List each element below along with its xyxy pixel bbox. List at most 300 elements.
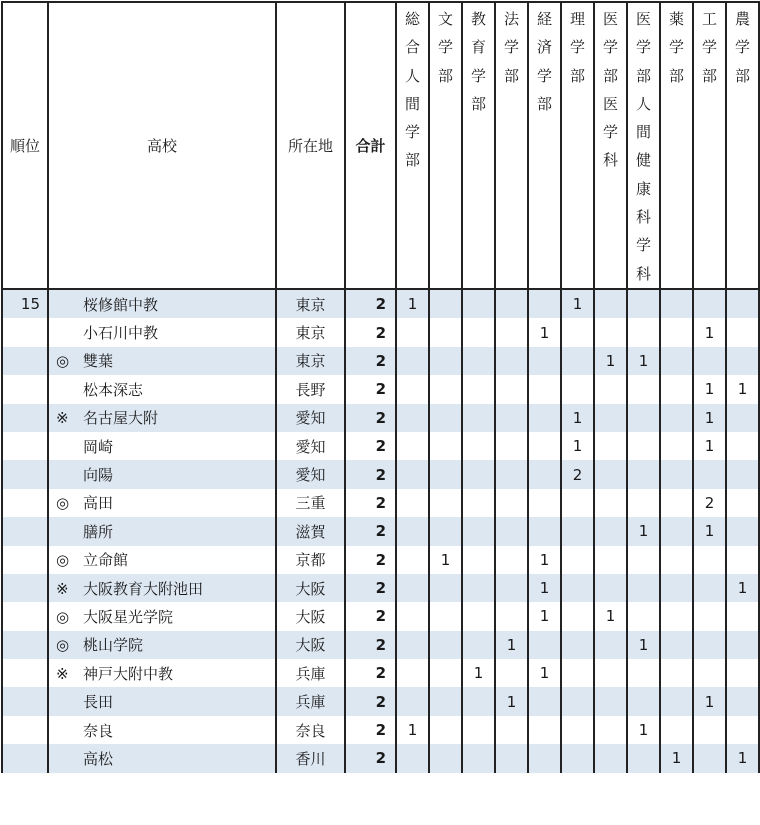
faculty-count-cell [462,687,495,715]
faculty-count-cell [594,631,627,659]
faculty-count-cell: 1 [528,602,561,630]
faculty-count-cell [627,574,660,602]
faculty-count-cell [396,687,429,715]
table-row [2,460,759,488]
rank-cell [2,716,48,744]
faculty-label-char: 部 [404,151,420,170]
school-cell [48,687,276,715]
faculty-count-cell: 1 [693,687,726,715]
faculty-count-cell [495,318,528,346]
school-name: 向陽 [83,466,114,485]
faculty-label [504,5,519,90]
faculty-count-cell [594,546,627,574]
faculty-label-char: 済 [536,38,552,57]
faculty-label-char: 部 [536,94,552,113]
faculty-count-cell [429,289,462,318]
table-header [2,2,759,289]
faculty-label-char: 学 [470,66,486,85]
school-name: 岡崎 [83,437,114,456]
faculty-count-cell: 1 [594,347,627,375]
school-name: 高松 [83,749,114,768]
faculty-count-cell [561,716,594,744]
total-cell: 2 [345,347,396,375]
school-mark: ※ [56,409,69,428]
faculty-count-cell: 1 [528,659,561,687]
faculty-count-cell [528,460,561,488]
faculty-label-char: 学 [404,123,420,142]
faculty-count-cell [561,318,594,346]
faculty-count-cell [693,716,726,744]
faculty-count-cell [594,687,627,715]
table-row [2,375,759,403]
faculty-count-cell: 1 [693,404,726,432]
faculty-count-cell [660,489,693,517]
header-faculty [495,2,528,289]
rank-cell [2,489,48,517]
faculty-label-char: 農 [734,10,750,28]
header-faculty [396,2,429,289]
faculty-count-cell [660,602,693,630]
faculty-count-cell [495,289,528,318]
faculty-count-cell [627,404,660,432]
faculty-count-cell: 2 [693,489,726,517]
faculty-count-cell [495,602,528,630]
faculty-count-cell [462,404,495,432]
faculty-count-cell [462,375,495,403]
table-row [2,631,759,659]
faculty-count-cell: 1 [561,432,594,460]
faculty-label-char: 薬 [668,10,684,28]
faculty-count-cell [594,517,627,545]
header-rank: 順位 [2,2,48,289]
school-mark: ※ [56,579,69,598]
faculty-count-cell [660,546,693,574]
faculty-count-cell: 1 [660,744,693,772]
faculty-label [471,5,486,118]
total-cell: 2 [345,460,396,488]
faculty-count-cell [528,432,561,460]
faculty-label-char: 部 [437,66,453,85]
faculty-count-cell [693,574,726,602]
faculty-count-cell [561,375,594,403]
school-name: 膳所 [83,522,114,541]
school-name: 名古屋大附 [83,409,159,428]
faculty-count-cell [726,318,759,346]
rank-cell [2,460,48,488]
faculty-count-cell [693,546,726,574]
faculty-count-cell [528,517,561,545]
total-cell: 2 [345,375,396,403]
prefecture-cell: 兵庫 [276,687,345,715]
faculty-label-char: 科 [635,264,651,283]
total-cell: 2 [345,744,396,772]
total-cell: 2 [345,318,396,346]
faculty-label-char: 法 [503,10,519,28]
prefecture-cell: 愛知 [276,432,345,460]
faculty-count-cell [429,602,462,630]
faculty-count-cell: 1 [627,631,660,659]
faculty-count-cell [462,546,495,574]
faculty-label-char: 部 [734,66,750,85]
faculty-count-cell [627,744,660,772]
faculty-count-cell: 1 [693,375,726,403]
school-name: 長田 [83,693,114,712]
faculty-count-cell [495,375,528,403]
faculty-count-cell [594,318,627,346]
rank-cell: 15 [2,289,48,318]
total-cell: 2 [345,659,396,687]
total-cell: 2 [345,574,396,602]
school-name: 桃山学院 [83,636,144,655]
faculty-count-cell [660,631,693,659]
rank-cell [2,404,48,432]
faculty-label [438,5,453,90]
faculty-label-char: 理 [569,10,585,28]
school-cell [48,744,276,772]
faculty-count-cell [594,375,627,403]
faculty-label-char: 科 [602,151,618,170]
faculty-count-cell: 2 [561,460,594,488]
faculty-label-char: 部 [569,66,585,85]
faculty-count-cell: 1 [726,375,759,403]
faculty-count-cell [660,404,693,432]
faculty-count-cell [396,602,429,630]
school-mark: ◎ [56,494,70,513]
table-body [2,289,759,773]
faculty-count-cell [429,318,462,346]
faculty-label-char: 部 [668,66,684,85]
faculty-count-cell: 1 [528,318,561,346]
faculty-count-cell: 1 [561,289,594,318]
faculty-count-cell [396,744,429,772]
faculty-count-cell [627,375,660,403]
table-row [2,347,759,375]
school-cell [48,517,276,545]
table-row [2,744,759,772]
faculty-count-cell: 1 [495,687,528,715]
faculty-count-cell: 1 [627,716,660,744]
faculty-count-cell [561,602,594,630]
faculty-label [669,5,684,90]
faculty-label-char: 間 [635,123,651,142]
faculty-count-cell [396,489,429,517]
faculty-count-cell [429,347,462,375]
faculty-count-cell [594,744,627,772]
prefecture-cell: 大阪 [276,574,345,602]
faculty-count-cell [627,546,660,574]
school-cell [48,659,276,687]
faculty-count-cell [660,517,693,545]
faculty-count-cell [561,546,594,574]
table-row [2,574,759,602]
faculty-count-cell [429,631,462,659]
faculty-count-cell [693,460,726,488]
faculty-count-cell: 1 [693,318,726,346]
faculty-label-char: 合 [404,38,420,57]
rank-cell [2,687,48,715]
faculty-label-char: 学 [668,38,684,57]
rank-cell [2,432,48,460]
faculty-count-cell: 1 [627,347,660,375]
faculty-label-char: 工 [701,10,717,28]
faculty-count-cell [396,404,429,432]
faculty-count-cell [561,574,594,602]
rank-cell [2,546,48,574]
faculty-count-cell [495,517,528,545]
faculty-count-cell [660,716,693,744]
faculty-count-cell [462,602,495,630]
total-cell: 2 [345,546,396,574]
table-row [2,546,759,574]
header-faculty [528,2,561,289]
faculty-count-cell [528,347,561,375]
faculty-count-cell [528,375,561,403]
school-name: 大阪星光学院 [83,607,174,626]
faculty-count-cell [429,659,462,687]
faculty-label-char: 部 [503,66,519,85]
faculty-count-cell [528,404,561,432]
prefecture-cell: 大阪 [276,602,345,630]
faculty-count-cell: 1 [528,574,561,602]
faculty-label-char: 経 [536,10,552,28]
faculty-count-cell [396,347,429,375]
faculty-count-cell: 1 [726,574,759,602]
header-faculty [660,2,693,289]
prefecture-cell: 三重 [276,489,345,517]
faculty-count-cell [429,517,462,545]
prefecture-cell: 愛知 [276,460,345,488]
faculty-count-cell [594,489,627,517]
faculty-label-char: 学 [536,66,552,85]
faculty-count-cell [693,289,726,318]
prefecture-cell: 滋賀 [276,517,345,545]
faculty-count-cell [396,432,429,460]
faculty-count-cell [495,404,528,432]
header-prefecture: 所在地 [276,2,345,289]
faculty-count-cell: 1 [561,404,594,432]
faculty-count-cell [462,289,495,318]
faculty-count-cell [726,716,759,744]
faculty-count-cell [396,460,429,488]
school-name: 松本深志 [83,380,144,399]
faculty-count-cell [726,489,759,517]
faculty-label-char: 学 [503,38,519,57]
faculty-count-cell [594,716,627,744]
school-mark: ※ [56,664,69,683]
faculty-count-cell: 1 [396,289,429,318]
prefecture-cell: 奈良 [276,716,345,744]
faculty-label [570,5,585,90]
faculty-count-cell [660,574,693,602]
table-row [2,517,759,545]
rank-cell [2,744,48,772]
table-row [2,404,759,432]
faculty-count-cell: 1 [693,517,726,545]
prefecture-cell: 香川 [276,744,345,772]
school-cell [48,347,276,375]
table-row [2,432,759,460]
header-faculty [561,2,594,289]
faculty-count-cell [594,460,627,488]
faculty-count-cell [726,631,759,659]
faculty-count-cell [726,404,759,432]
faculty-count-cell [495,574,528,602]
total-cell: 2 [345,631,396,659]
faculty-count-cell [429,460,462,488]
rank-cell [2,318,48,346]
school-cell [48,404,276,432]
table-row [2,318,759,346]
header-faculty [594,2,627,289]
faculty-count-cell [429,432,462,460]
school-cell [48,574,276,602]
faculty-label [537,5,552,118]
faculty-label-char: 医 [635,10,651,28]
school-cell [48,631,276,659]
faculty-count-cell [726,289,759,318]
faculty-label-char: 学 [701,38,717,57]
faculty-count-cell [726,659,759,687]
faculty-label-char: 教 [470,10,486,28]
faculty-label-char: 文 [437,10,453,28]
faculty-count-cell [429,375,462,403]
faculty-label-char: 学 [602,123,618,142]
school-name: 桜修館中教 [83,295,159,314]
header-total: 合計 [345,2,396,289]
faculty-count-cell [495,744,528,772]
school-cell [48,289,276,318]
faculty-count-cell [429,744,462,772]
faculty-count-cell [627,460,660,488]
faculty-label-char: 学 [635,236,651,255]
faculty-label [702,5,717,90]
faculty-count-cell [627,289,660,318]
faculty-count-cell [528,489,561,517]
faculty-count-cell [495,489,528,517]
school-name: 立命館 [83,551,129,570]
school-name: 奈良 [83,721,114,740]
school-cell [48,716,276,744]
total-cell: 2 [345,687,396,715]
school-cell [48,602,276,630]
faculty-count-cell [396,574,429,602]
ranking-table [1,1,760,773]
faculty-label-char: 学 [569,38,585,57]
faculty-count-cell [594,404,627,432]
faculty-count-cell: 1 [726,744,759,772]
faculty-count-cell [594,289,627,318]
faculty-count-cell [561,347,594,375]
faculty-label [636,5,651,288]
faculty-count-cell [495,659,528,687]
faculty-count-cell [462,574,495,602]
header-faculty [462,2,495,289]
prefecture-cell: 愛知 [276,404,345,432]
faculty-count-cell [528,289,561,318]
faculty-count-cell [660,460,693,488]
faculty-count-cell [429,687,462,715]
faculty-label [735,5,750,90]
header-faculty [627,2,660,289]
faculty-count-cell [528,687,561,715]
school-name: 大阪教育大附池田 [83,579,204,598]
faculty-count-cell [693,602,726,630]
faculty-count-cell [561,489,594,517]
faculty-count-cell [495,432,528,460]
school-name: 小石川中教 [83,324,159,343]
rank-cell [2,517,48,545]
faculty-count-cell [495,460,528,488]
rank-cell [2,375,48,403]
school-name: 雙葉 [83,352,114,371]
faculty-count-cell [660,659,693,687]
faculty-label-char: 人 [404,66,420,85]
rank-cell [2,574,48,602]
faculty-count-cell [660,687,693,715]
header-school: 高校 [48,2,276,289]
faculty-count-cell [462,432,495,460]
faculty-count-cell [627,602,660,630]
total-cell: 2 [345,404,396,432]
prefecture-cell: 兵庫 [276,659,345,687]
faculty-count-cell [660,347,693,375]
faculty-label-char: 部 [470,94,486,113]
school-mark: ◎ [56,636,70,655]
faculty-count-cell [429,404,462,432]
faculty-label-char: 学 [734,38,750,57]
rank-cell [2,347,48,375]
faculty-count-cell: 1 [429,546,462,574]
faculty-count-cell [429,716,462,744]
table-row [2,716,759,744]
faculty-count-cell: 1 [396,716,429,744]
table-row [2,289,759,318]
faculty-label-char: 部 [701,66,717,85]
table-row [2,602,759,630]
prefecture-cell: 長野 [276,375,345,403]
faculty-count-cell [462,347,495,375]
faculty-count-cell [396,375,429,403]
school-cell [48,375,276,403]
faculty-count-cell [726,347,759,375]
faculty-count-cell [528,631,561,659]
faculty-count-cell [660,432,693,460]
prefecture-cell: 東京 [276,347,345,375]
faculty-count-cell [594,432,627,460]
faculty-count-cell [396,659,429,687]
faculty-count-cell [726,460,759,488]
faculty-count-cell: 1 [462,659,495,687]
faculty-label-char: 人 [635,94,651,113]
faculty-count-cell [561,659,594,687]
faculty-count-cell [561,744,594,772]
table-row [2,687,759,715]
faculty-count-cell [462,318,495,346]
school-mark: ◎ [56,551,70,570]
faculty-count-cell [561,631,594,659]
faculty-count-cell [396,318,429,346]
prefecture-cell: 大阪 [276,631,345,659]
faculty-count-cell [495,347,528,375]
total-cell: 2 [345,517,396,545]
faculty-count-cell [693,744,726,772]
faculty-label-char: 健 [635,151,651,170]
faculty-count-cell: 1 [627,517,660,545]
header-faculty [429,2,462,289]
school-name: 高田 [83,494,114,513]
faculty-count-cell [495,546,528,574]
faculty-label-char: 間 [404,94,420,113]
